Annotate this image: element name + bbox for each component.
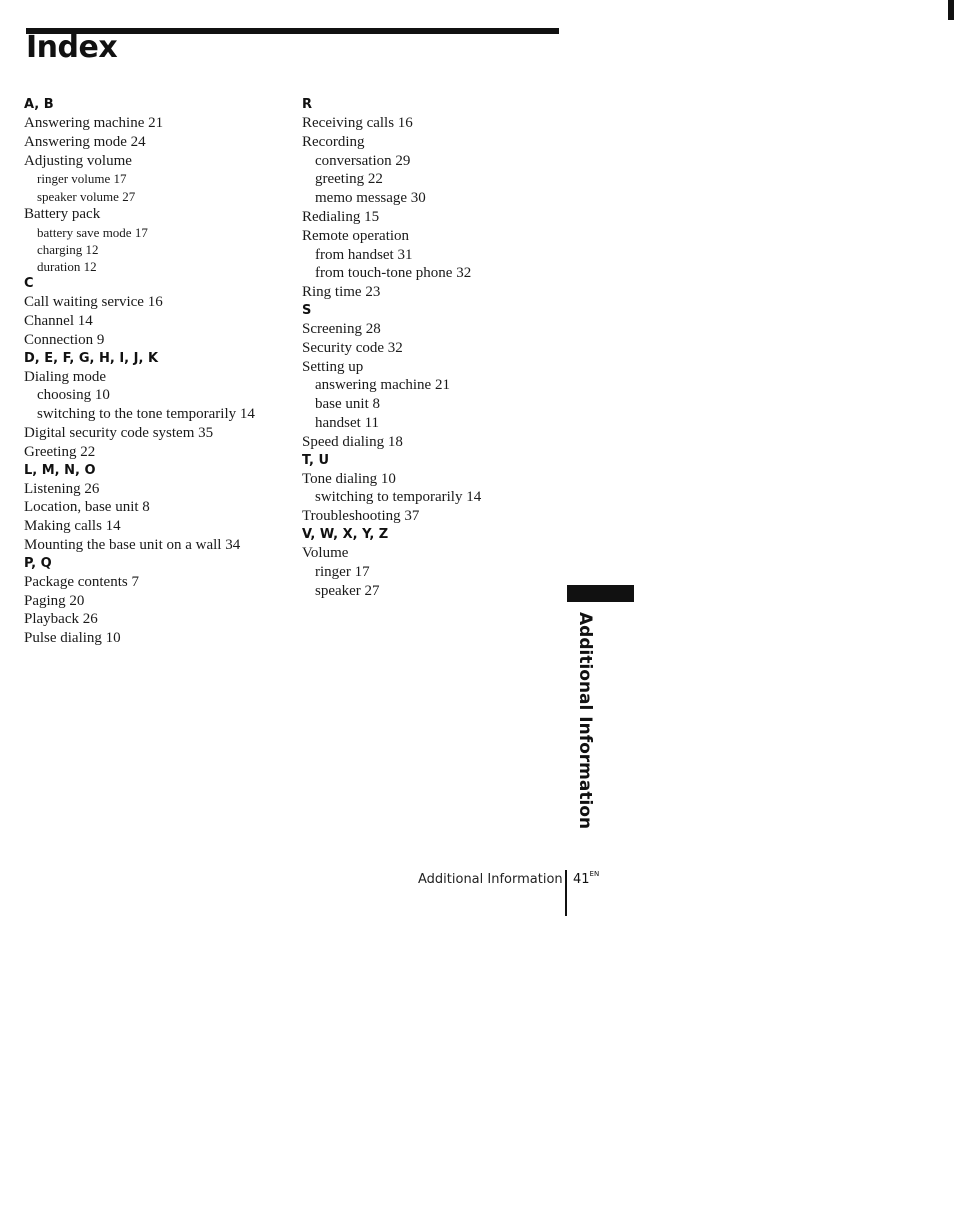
- page-number-value: 41: [573, 872, 590, 887]
- index-entry: Making calls 14: [24, 518, 121, 535]
- index-entry: Pulse dialing 10: [24, 630, 121, 647]
- index-section-heading: R: [302, 97, 313, 112]
- index-subentry: choosing 10: [37, 387, 110, 404]
- page-number: [573, 872, 599, 887]
- index-column-left: [24, 96, 284, 648]
- index-section-heading: A, B: [24, 97, 54, 112]
- index-entry: Channel 14: [24, 313, 93, 329]
- index-subentry: charging 12: [37, 241, 99, 257]
- index-entry: Tone dialing 10: [302, 470, 396, 487]
- index-section-heading: S: [302, 302, 312, 318]
- edge-mark: [948, 0, 954, 20]
- side-section-label: Additional Information: [575, 612, 595, 830]
- index-entry: Dialing mode: [24, 368, 107, 385]
- index-section-heading: C: [24, 276, 34, 292]
- index-section-heading: D, E, F, G, H, I, J, K: [24, 350, 159, 366]
- index-subentry: speaker volume 27: [37, 188, 136, 204]
- index-entry: Adjusting volume: [24, 152, 132, 169]
- index-subentry: switching to the tone temporarily 14: [37, 406, 255, 423]
- index-entry: Playback 26: [24, 611, 98, 628]
- index-entry: Security code 32: [302, 339, 403, 356]
- index-section-heading: L, M, N, O: [24, 462, 96, 478]
- index-subentry: memo message 30: [315, 190, 426, 207]
- index-entry: Answering machine 21: [24, 115, 164, 131]
- index-subentry: battery save mode 17: [37, 224, 148, 240]
- index-subentry: greeting 22: [315, 171, 383, 188]
- index-entry: Greeting 22: [24, 443, 96, 460]
- index-subentry: duration 12: [37, 259, 97, 274]
- page-number-suffix: EN: [589, 870, 600, 878]
- index-entry: Recording: [302, 133, 365, 150]
- index-section-heading: P, Q: [24, 555, 52, 571]
- index-subentry: conversation 29: [315, 152, 411, 169]
- index-subentry: speaker 27: [315, 582, 380, 599]
- index-entry: Location, base unit 8: [24, 499, 150, 516]
- index-entry: Setting up: [302, 358, 364, 375]
- index-entry: Connection 9: [24, 331, 105, 348]
- index-subentry: ringer 17: [315, 563, 370, 580]
- index-subentry: answering machine 21: [315, 377, 450, 394]
- index-subentry: from handset 31: [315, 246, 413, 263]
- index-entry: Answering mode 24: [24, 133, 146, 150]
- index-entry: Package contents 7: [24, 573, 139, 590]
- index-entry: Ring time 23: [302, 284, 381, 301]
- index-subentry: from touch-tone phone 32: [315, 265, 472, 282]
- index-subentry: ringer volume 17: [37, 171, 127, 187]
- footer-divider: [565, 870, 567, 916]
- index-section-heading: V, W, X, Y, Z: [302, 526, 389, 542]
- index-entry: Battery pack: [24, 205, 101, 222]
- index-entry: Call waiting service 16: [24, 294, 163, 311]
- index-entry: Remote operation: [302, 227, 410, 244]
- index-subentry: switching to temporarily 14: [315, 489, 482, 506]
- index-entry: Mounting the base unit on a wall 34: [24, 536, 241, 553]
- index-entry: Digital security code system 35: [24, 424, 214, 441]
- index-entry: Troubleshooting 37: [302, 508, 420, 525]
- index-entry: Redialing 15: [302, 208, 380, 225]
- index-subentry: handset 11: [315, 414, 380, 431]
- footer-section-label: Additional Information: [418, 872, 563, 887]
- index-entry: Volume: [302, 544, 349, 561]
- index-entry: Paging 20: [24, 592, 85, 609]
- index-entry: Screening 28: [302, 320, 381, 337]
- index-entry: Listening 26: [24, 480, 100, 497]
- index-entry: Receiving calls 16: [302, 115, 413, 131]
- index-section-heading: T, U: [302, 452, 330, 468]
- index-subentry: base unit 8: [315, 396, 380, 413]
- section-tab-marker: [567, 585, 634, 602]
- page-title: Index: [26, 30, 118, 65]
- index-entry: Speed dialing 18: [302, 433, 403, 450]
- index-column-right: [302, 96, 542, 600]
